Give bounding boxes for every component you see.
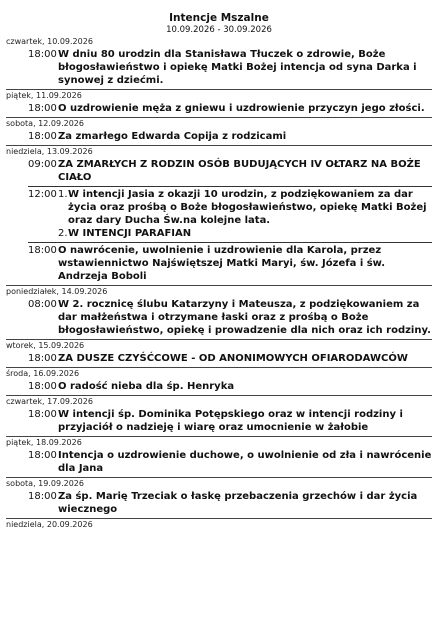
intention-text: W dniu 80 urodzin dla Stanisława Tłuczek o zdrowie, Boże błogosławieństwo i opiekę Matki Bożej intencja od syna Darka i synowej z dziećmi.	[58, 49, 417, 86]
intention-item	[58, 227, 432, 240]
intention-body	[58, 298, 432, 337]
intention-body	[58, 408, 432, 434]
intention-text: W intencji Jasia z okazji 10 urodzin, z podziękowaniem za dar życia oraz prośbą o Boże błogosławieństwo, opiekę Matki Bożej oraz dary Ducha Św.na kolejne lata.	[68, 189, 427, 226]
intention-text: Za zmarłego Edwarda Copija z rodzicami	[58, 131, 287, 142]
day-date: piątek, 11.09.2026	[6, 89, 432, 101]
mass-intention	[28, 129, 432, 145]
mass-time: 18:00	[28, 409, 57, 420]
intention-text: ZA DUSZE CZYŚĆCOWE - OD ANONIMOWYCH OFIARODAWCÓW	[58, 353, 408, 364]
day-section	[6, 285, 432, 339]
intention-text: Intencja o uzdrowienie duchowe, o uwolnienie od zła i nawrócenie dla Jana	[58, 450, 432, 474]
intention-body	[58, 352, 432, 365]
day-section	[6, 367, 432, 395]
day-date: piątek, 18.09.2026	[6, 436, 432, 448]
intention-body	[58, 490, 432, 516]
day-date: czwartek, 10.09.2026	[6, 37, 93, 46]
day-section	[6, 436, 432, 477]
day-section	[6, 477, 432, 518]
intention-body	[58, 244, 432, 283]
day-section	[6, 117, 432, 145]
mass-intention	[28, 187, 432, 243]
intention-text: ZA ZMARŁYCH Z RODZIN OSÓB BUDUJĄCYCH IV OŁTARZ NA BOŻE CIAŁO	[58, 159, 421, 183]
mass-time: 12:00	[28, 189, 57, 200]
mass-intention	[28, 47, 432, 89]
intention-body	[58, 158, 432, 184]
day-date: poniedziałek, 14.09.2026	[6, 285, 432, 297]
day-date: czwartek, 17.09.2026	[6, 395, 432, 407]
page-title: Intencje Mszalne	[169, 12, 269, 24]
mass-time: 18:00	[28, 131, 57, 142]
day-date: wtorek, 15.09.2026	[6, 339, 432, 351]
intention-text: O radość nieba dla śp. Henryka	[58, 381, 235, 392]
intention-text: W INTENCJI PARAFIAN	[68, 228, 192, 239]
day-date: sobota, 19.09.2026	[6, 477, 432, 489]
mass-time: 18:00	[28, 491, 57, 502]
mass-intention	[28, 157, 432, 187]
mass-time: 18:00	[28, 353, 57, 364]
page-header	[6, 0, 432, 36]
date-range: 10.09.2026 - 30.09.2026	[166, 25, 272, 35]
mass-intention	[28, 243, 432, 285]
mass-time: 18:00	[28, 49, 57, 60]
item-number: 1.	[58, 189, 68, 200]
intention-body	[58, 188, 432, 240]
mass-intention	[28, 379, 432, 395]
day-section	[6, 339, 432, 367]
intention-text: O nawrócenie, uwolnienie i uzdrowienie dla Karola, przez wstawiennictwo Najświętszej Matki Maryi, św. Józefa i św. Andrzeja Boboli	[58, 245, 386, 282]
intention-body	[58, 130, 432, 143]
mass-intention	[28, 489, 432, 518]
intention-text: Za śp. Marię Trzeciak o łaskę przebaczenia grzechów i dar życia wiecznego	[58, 491, 418, 515]
intention-text: W 2. rocznicę ślubu Katarzyny i Mateusza, z podziękowaniem za dar małżeństwa i otrzymane łaski oraz z prośbą o Boże błogosławieństwo, opiekę i prowadzenie dla nich oraz ich rodziny.	[58, 299, 431, 336]
day-date: środa, 16.09.2026	[6, 367, 432, 379]
mass-time: 18:00	[28, 245, 57, 256]
intention-body	[58, 102, 432, 115]
mass-time: 09:00	[28, 159, 57, 170]
mass-intention	[28, 448, 432, 477]
day-date: niedziela, 13.09.2026	[6, 145, 432, 157]
mass-time: 18:00	[28, 103, 57, 114]
mass-time: 18:00	[28, 381, 57, 392]
item-number: 2.	[58, 228, 68, 239]
day-date: niedziela, 20.09.2026	[6, 518, 432, 530]
intention-item	[58, 188, 432, 227]
day-section	[6, 89, 432, 117]
day-date: sobota, 12.09.2026	[6, 117, 432, 129]
intention-body	[58, 380, 432, 393]
day-section	[6, 518, 432, 530]
day-section	[6, 145, 432, 285]
intention-body	[58, 48, 432, 87]
mass-time: 18:00	[28, 450, 57, 461]
intention-body	[58, 449, 432, 475]
intentions-list	[6, 36, 432, 530]
intention-text: O uzdrowienie męża z gniewu i uzdrowienie przyczyn jego złości.	[58, 103, 425, 114]
mass-intention	[28, 101, 432, 117]
mass-intention	[28, 407, 432, 436]
day-section	[6, 36, 432, 89]
intention-text: W intencji śp. Dominika Potępskiego oraz w intencji rodziny i przyjaciół o nadzieję i wiarę oraz umocnienie w żałobie	[58, 409, 403, 433]
mass-intention	[28, 297, 432, 339]
mass-intention	[28, 351, 432, 367]
mass-time: 08:00	[28, 299, 57, 310]
day-section	[6, 395, 432, 436]
